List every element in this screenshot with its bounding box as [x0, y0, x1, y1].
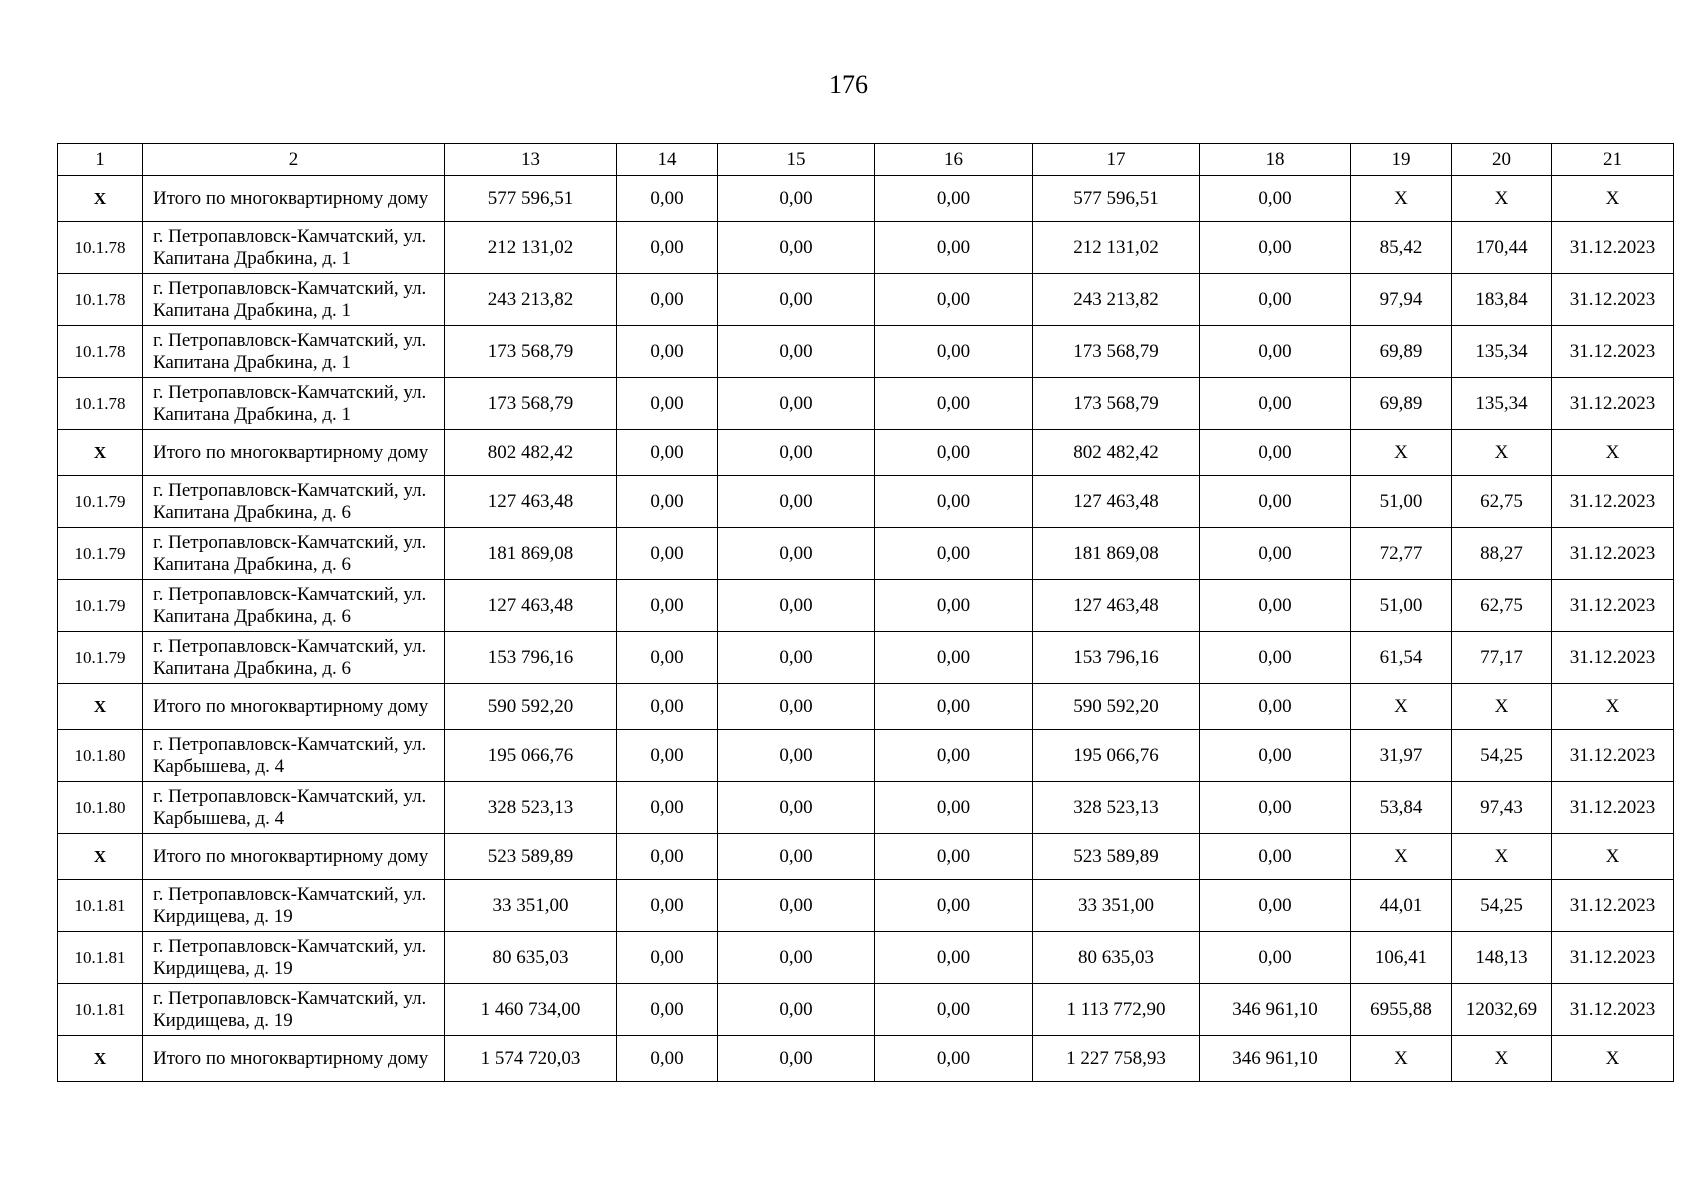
- column-header: 18: [1200, 144, 1351, 176]
- value-cell: 127 463,48: [1033, 476, 1200, 528]
- table-row: [58, 476, 1674, 528]
- value-cell: 153 796,16: [445, 632, 617, 684]
- table-row: [58, 880, 1674, 932]
- row-code-cell: 10.1.80: [58, 730, 143, 782]
- value-cell: 69,89: [1351, 378, 1452, 430]
- value-cell: 346 961,10: [1200, 1036, 1351, 1082]
- column-header: 21: [1552, 144, 1674, 176]
- table-row: [58, 580, 1674, 632]
- value-cell: X: [1552, 1036, 1674, 1082]
- value-cell: 51,00: [1351, 476, 1452, 528]
- table-row: [58, 378, 1674, 430]
- address-cell: г. Петропавловск-Камчатский, ул. Капитана Драбкина, д. 6: [143, 528, 445, 580]
- value-cell: 31.12.2023: [1552, 632, 1674, 684]
- value-cell: 54,25: [1452, 880, 1552, 932]
- value-cell: 170,44: [1452, 222, 1552, 274]
- value-cell: 195 066,76: [1033, 730, 1200, 782]
- value-cell: 0,00: [875, 1036, 1033, 1082]
- value-cell: 135,34: [1452, 378, 1552, 430]
- page-number: 176: [829, 70, 868, 99]
- value-cell: 0,00: [875, 378, 1033, 430]
- row-code-cell: X: [58, 176, 143, 222]
- value-cell: 0,00: [875, 326, 1033, 378]
- value-cell: 0,00: [617, 274, 718, 326]
- row-code-cell: 10.1.78: [58, 326, 143, 378]
- value-cell: 31.12.2023: [1552, 326, 1674, 378]
- value-cell: 0,00: [718, 274, 875, 326]
- value-cell: 12032,69: [1452, 984, 1552, 1036]
- value-cell: 0,00: [718, 326, 875, 378]
- table-total-row: [58, 684, 1674, 730]
- value-cell: 0,00: [617, 880, 718, 932]
- value-cell: 0,00: [718, 528, 875, 580]
- value-cell: 88,27: [1452, 528, 1552, 580]
- value-cell: 127 463,48: [1033, 580, 1200, 632]
- value-cell: 346 961,10: [1200, 984, 1351, 1036]
- row-code-cell: X: [58, 834, 143, 880]
- value-cell: 31.12.2023: [1552, 984, 1674, 1036]
- table-header-row: [58, 144, 1674, 176]
- table-body: [58, 176, 1674, 1082]
- address-cell: г. Петропавловск-Камчатский, ул. Капитана Драбкина, д. 1: [143, 378, 445, 430]
- value-cell: 53,84: [1351, 782, 1452, 834]
- value-cell: 0,00: [1200, 378, 1351, 430]
- table-row: [58, 932, 1674, 984]
- value-cell: 0,00: [617, 730, 718, 782]
- value-cell: 85,42: [1351, 222, 1452, 274]
- value-cell: 0,00: [718, 430, 875, 476]
- value-cell: 0,00: [875, 176, 1033, 222]
- value-cell: 97,43: [1452, 782, 1552, 834]
- address-cell: г. Петропавловск-Камчатский, ул. Кирдищева, д. 19: [143, 880, 445, 932]
- value-cell: 31.12.2023: [1552, 730, 1674, 782]
- value-cell: 1 460 734,00: [445, 984, 617, 1036]
- table-total-row: [58, 176, 1674, 222]
- value-cell: 0,00: [875, 834, 1033, 880]
- value-cell: 0,00: [617, 1036, 718, 1082]
- column-header: 14: [617, 144, 718, 176]
- value-cell: 33 351,00: [1033, 880, 1200, 932]
- value-cell: 0,00: [875, 476, 1033, 528]
- table-row: [58, 326, 1674, 378]
- value-cell: 802 482,42: [1033, 430, 1200, 476]
- row-code-cell: X: [58, 1036, 143, 1082]
- value-cell: 0,00: [617, 580, 718, 632]
- value-cell: 0,00: [1200, 880, 1351, 932]
- value-cell: 0,00: [718, 1036, 875, 1082]
- value-cell: 0,00: [875, 730, 1033, 782]
- value-cell: 31,97: [1351, 730, 1452, 782]
- value-cell: X: [1351, 430, 1452, 476]
- value-cell: 173 568,79: [1033, 378, 1200, 430]
- table-row: [58, 984, 1674, 1036]
- column-header: 13: [445, 144, 617, 176]
- value-cell: 44,01: [1351, 880, 1452, 932]
- value-cell: 328 523,13: [1033, 782, 1200, 834]
- value-cell: 0,00: [875, 880, 1033, 932]
- value-cell: 6955,88: [1351, 984, 1452, 1036]
- row-code-cell: 10.1.78: [58, 274, 143, 326]
- address-cell: г. Петропавловск-Камчатский, ул. Капитана Драбкина, д. 6: [143, 632, 445, 684]
- value-cell: 0,00: [1200, 476, 1351, 528]
- address-cell: г. Петропавловск-Камчатский, ул. Капитана Драбкина, д. 6: [143, 476, 445, 528]
- value-cell: X: [1452, 176, 1552, 222]
- table-row: [58, 528, 1674, 580]
- value-cell: 153 796,16: [1033, 632, 1200, 684]
- value-cell: X: [1552, 430, 1674, 476]
- row-code-cell: 10.1.81: [58, 932, 143, 984]
- value-cell: 77,17: [1452, 632, 1552, 684]
- address-cell: Итого по многоквартирному дому: [143, 834, 445, 880]
- value-cell: 72,77: [1351, 528, 1452, 580]
- value-cell: 181 869,08: [1033, 528, 1200, 580]
- address-cell: г. Петропавловск-Камчатский, ул. Капитана Драбкина, д. 1: [143, 274, 445, 326]
- value-cell: 181 869,08: [445, 528, 617, 580]
- value-cell: 0,00: [617, 932, 718, 984]
- column-header: 20: [1452, 144, 1552, 176]
- value-cell: 0,00: [617, 326, 718, 378]
- value-cell: 577 596,51: [1033, 176, 1200, 222]
- value-cell: 127 463,48: [445, 476, 617, 528]
- value-cell: 31.12.2023: [1552, 378, 1674, 430]
- value-cell: 0,00: [718, 730, 875, 782]
- value-cell: 0,00: [875, 782, 1033, 834]
- value-cell: 0,00: [617, 430, 718, 476]
- value-cell: 0,00: [617, 176, 718, 222]
- value-cell: 0,00: [1200, 684, 1351, 730]
- value-cell: 0,00: [1200, 274, 1351, 326]
- value-cell: 0,00: [1200, 730, 1351, 782]
- value-cell: 0,00: [875, 984, 1033, 1036]
- value-cell: 61,54: [1351, 632, 1452, 684]
- value-cell: 0,00: [875, 932, 1033, 984]
- value-cell: 0,00: [617, 222, 718, 274]
- address-cell: Итого по многоквартирному дому: [143, 430, 445, 476]
- column-header: 15: [718, 144, 875, 176]
- value-cell: 0,00: [875, 430, 1033, 476]
- value-cell: 0,00: [1200, 326, 1351, 378]
- value-cell: 62,75: [1452, 580, 1552, 632]
- table-total-row: [58, 834, 1674, 880]
- row-code-cell: X: [58, 684, 143, 730]
- value-cell: 0,00: [1200, 176, 1351, 222]
- value-cell: 97,94: [1351, 274, 1452, 326]
- value-cell: 54,25: [1452, 730, 1552, 782]
- value-cell: X: [1452, 834, 1552, 880]
- address-cell: г. Петропавловск-Камчатский, ул. Карбышева, д. 4: [143, 782, 445, 834]
- data-table: [57, 143, 1674, 1082]
- value-cell: 173 568,79: [1033, 326, 1200, 378]
- value-cell: 0,00: [875, 632, 1033, 684]
- column-header: 16: [875, 144, 1033, 176]
- address-cell: г. Петропавловск-Камчатский, ул. Карбышева, д. 4: [143, 730, 445, 782]
- value-cell: 183,84: [1452, 274, 1552, 326]
- value-cell: 195 066,76: [445, 730, 617, 782]
- value-cell: 0,00: [718, 632, 875, 684]
- value-cell: 31.12.2023: [1552, 222, 1674, 274]
- value-cell: 0,00: [718, 378, 875, 430]
- value-cell: 328 523,13: [445, 782, 617, 834]
- table-total-row: [58, 430, 1674, 476]
- value-cell: 0,00: [1200, 834, 1351, 880]
- value-cell: 0,00: [718, 834, 875, 880]
- value-cell: 0,00: [1200, 632, 1351, 684]
- row-code-cell: 10.1.81: [58, 880, 143, 932]
- value-cell: 31.12.2023: [1552, 782, 1674, 834]
- value-cell: 0,00: [718, 580, 875, 632]
- address-cell: г. Петропавловск-Камчатский, ул. Кирдищева, д. 19: [143, 984, 445, 1036]
- column-header: 1: [58, 144, 143, 176]
- value-cell: 31.12.2023: [1552, 528, 1674, 580]
- value-cell: 127 463,48: [445, 580, 617, 632]
- table-row: [58, 632, 1674, 684]
- address-cell: г. Петропавловск-Камчатский, ул. Капитана Драбкина, д. 6: [143, 580, 445, 632]
- value-cell: 31.12.2023: [1552, 274, 1674, 326]
- value-cell: 31.12.2023: [1552, 580, 1674, 632]
- value-cell: X: [1452, 684, 1552, 730]
- value-cell: 1 574 720,03: [445, 1036, 617, 1082]
- value-cell: 135,34: [1452, 326, 1552, 378]
- value-cell: 1 113 772,90: [1033, 984, 1200, 1036]
- value-cell: 0,00: [617, 782, 718, 834]
- column-header: 19: [1351, 144, 1452, 176]
- address-cell: Итого по многоквартирному дому: [143, 1036, 445, 1082]
- value-cell: 106,41: [1351, 932, 1452, 984]
- value-cell: 212 131,02: [1033, 222, 1200, 274]
- value-cell: 0,00: [718, 176, 875, 222]
- column-header: 2: [143, 144, 445, 176]
- value-cell: 1 227 758,93: [1033, 1036, 1200, 1082]
- address-cell: г. Петропавловск-Камчатский, ул. Капитана Драбкина, д. 1: [143, 326, 445, 378]
- value-cell: 0,00: [617, 834, 718, 880]
- value-cell: X: [1552, 834, 1674, 880]
- value-cell: 80 635,03: [1033, 932, 1200, 984]
- table-row: [58, 222, 1674, 274]
- value-cell: 0,00: [875, 528, 1033, 580]
- address-cell: Итого по многоквартирному дому: [143, 176, 445, 222]
- value-cell: 0,00: [1200, 222, 1351, 274]
- row-code-cell: 10.1.81: [58, 984, 143, 1036]
- value-cell: X: [1351, 834, 1452, 880]
- value-cell: 0,00: [875, 580, 1033, 632]
- value-cell: 31.12.2023: [1552, 932, 1674, 984]
- value-cell: 0,00: [1200, 932, 1351, 984]
- value-cell: 0,00: [875, 274, 1033, 326]
- value-cell: 69,89: [1351, 326, 1452, 378]
- row-code-cell: 10.1.79: [58, 632, 143, 684]
- value-cell: 0,00: [617, 378, 718, 430]
- table-row: [58, 274, 1674, 326]
- value-cell: 0,00: [718, 684, 875, 730]
- value-cell: 0,00: [1200, 580, 1351, 632]
- value-cell: 31.12.2023: [1552, 880, 1674, 932]
- value-cell: 33 351,00: [445, 880, 617, 932]
- value-cell: X: [1452, 430, 1552, 476]
- value-cell: 0,00: [718, 782, 875, 834]
- row-code-cell: 10.1.79: [58, 580, 143, 632]
- table-row: [58, 730, 1674, 782]
- row-code-cell: X: [58, 430, 143, 476]
- column-header: 17: [1033, 144, 1200, 176]
- value-cell: 243 213,82: [1033, 274, 1200, 326]
- value-cell: 0,00: [875, 684, 1033, 730]
- value-cell: 212 131,02: [445, 222, 617, 274]
- value-cell: 51,00: [1351, 580, 1452, 632]
- value-cell: 0,00: [617, 476, 718, 528]
- row-code-cell: 10.1.80: [58, 782, 143, 834]
- value-cell: 0,00: [718, 476, 875, 528]
- row-code-cell: 10.1.78: [58, 222, 143, 274]
- value-cell: 0,00: [617, 684, 718, 730]
- address-cell: г. Петропавловск-Камчатский, ул. Кирдищева, д. 19: [143, 932, 445, 984]
- table-row: [58, 782, 1674, 834]
- value-cell: 0,00: [875, 222, 1033, 274]
- value-cell: X: [1452, 1036, 1552, 1082]
- row-code-cell: 10.1.79: [58, 476, 143, 528]
- value-cell: 62,75: [1452, 476, 1552, 528]
- value-cell: 523 589,89: [1033, 834, 1200, 880]
- value-cell: 0,00: [1200, 430, 1351, 476]
- value-cell: 0,00: [1200, 528, 1351, 580]
- value-cell: 590 592,20: [445, 684, 617, 730]
- value-cell: 0,00: [718, 932, 875, 984]
- value-cell: 80 635,03: [445, 932, 617, 984]
- value-cell: 0,00: [718, 984, 875, 1036]
- value-cell: 173 568,79: [445, 326, 617, 378]
- value-cell: 173 568,79: [445, 378, 617, 430]
- table-total-row: [58, 1036, 1674, 1082]
- value-cell: 577 596,51: [445, 176, 617, 222]
- value-cell: 243 213,82: [445, 274, 617, 326]
- address-cell: Итого по многоквартирному дому: [143, 684, 445, 730]
- value-cell: 0,00: [1200, 782, 1351, 834]
- row-code-cell: 10.1.79: [58, 528, 143, 580]
- value-cell: 802 482,42: [445, 430, 617, 476]
- value-cell: 0,00: [718, 222, 875, 274]
- value-cell: 523 589,89: [445, 834, 617, 880]
- value-cell: 148,13: [1452, 932, 1552, 984]
- value-cell: 0,00: [617, 528, 718, 580]
- value-cell: 0,00: [718, 880, 875, 932]
- value-cell: 590 592,20: [1033, 684, 1200, 730]
- value-cell: X: [1351, 176, 1452, 222]
- address-cell: г. Петропавловск-Камчатский, ул. Капитана Драбкина, д. 1: [143, 222, 445, 274]
- value-cell: X: [1552, 684, 1674, 730]
- row-code-cell: 10.1.78: [58, 378, 143, 430]
- value-cell: X: [1351, 1036, 1452, 1082]
- value-cell: X: [1552, 176, 1674, 222]
- value-cell: 0,00: [617, 632, 718, 684]
- value-cell: 0,00: [617, 984, 718, 1036]
- value-cell: 31.12.2023: [1552, 476, 1674, 528]
- value-cell: X: [1351, 684, 1452, 730]
